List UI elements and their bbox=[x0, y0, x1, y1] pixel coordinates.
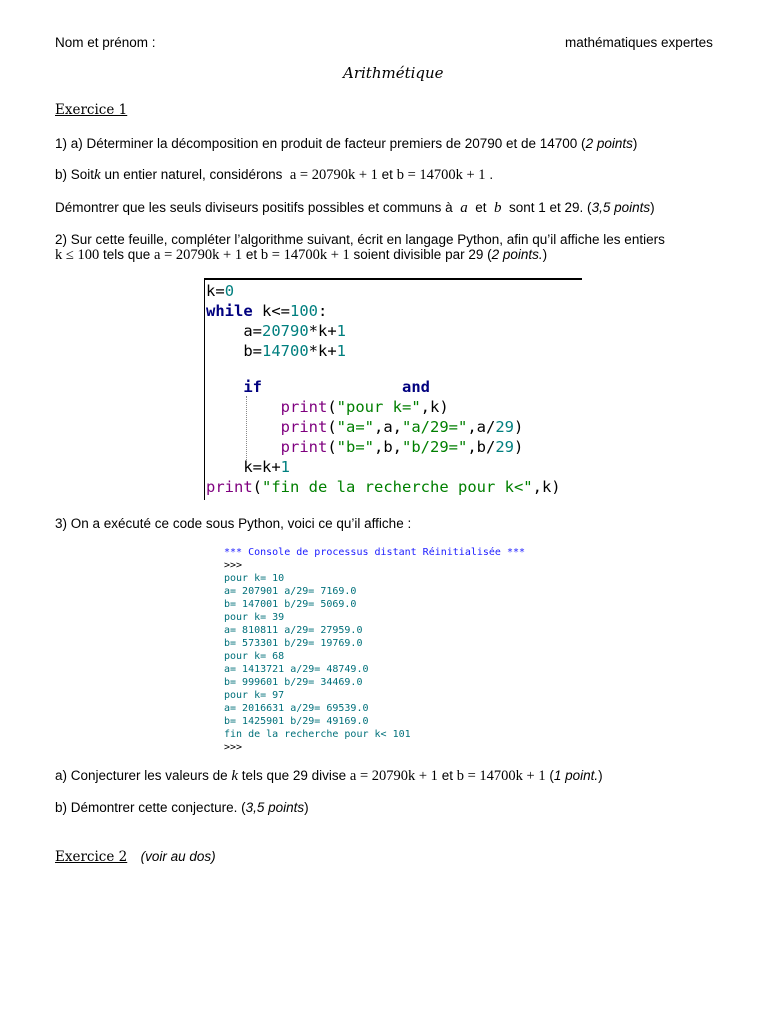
question-2-end: soient divisible par 29 ( bbox=[353, 247, 492, 262]
question-1b2-a: a bbox=[460, 200, 468, 216]
question-2-close: ) bbox=[542, 247, 548, 262]
exercise2 bbox=[55, 848, 216, 866]
exercise1-heading: Exercice 1 bbox=[55, 102, 128, 118]
question-2-b: b = 14700k + 1 bbox=[260, 247, 350, 263]
question-2-line1: 2) Sur cette feuille, compléter l’algorithme suivant, écrit en langage Python, afin qu’il affiche les entiers bbox=[55, 232, 665, 247]
code-left-border bbox=[204, 278, 205, 500]
code-line-print-pour: print("pour k=",k) bbox=[280, 398, 449, 416]
question-1b2-b: b bbox=[493, 200, 502, 216]
question-2-k: k ≤ 100 bbox=[55, 247, 100, 263]
question-3a-et: et bbox=[441, 768, 453, 783]
question-2-line2 bbox=[55, 247, 547, 264]
code-line-print-b: print("b=",b,"b/29=",b/29) bbox=[280, 438, 524, 456]
code-line-1: k=0 bbox=[206, 282, 235, 300]
question-1b2-et: et bbox=[475, 200, 487, 215]
question-3a bbox=[55, 768, 603, 785]
code-top-border bbox=[204, 278, 582, 280]
question-3a-points: 1 point. bbox=[553, 768, 599, 783]
question-1a-text: 1) a) Déterminer la décomposition en produit de facteur premiers de 20790 et de 14700 ( bbox=[55, 136, 586, 151]
question-3b-points: 3,5 points bbox=[245, 800, 305, 815]
console-line: b= 999601 b/29= 34469.0 bbox=[224, 677, 363, 688]
exercise2-heading: Exercice 2 bbox=[55, 849, 128, 865]
console-line: a= 2016631 a/29= 69539.0 bbox=[224, 703, 369, 714]
name-label: Nom et prénom : bbox=[55, 35, 156, 50]
code-line-2: while k<=100: bbox=[206, 302, 328, 320]
question-3a-a: a = 20790k + 1 bbox=[349, 768, 438, 784]
console-line: a= 1413721 a/29= 48749.0 bbox=[224, 664, 369, 675]
question-3b-text: b) Démontrer cette conjecture. ( bbox=[55, 800, 246, 815]
exercise2-note: (voir au dos) bbox=[140, 849, 216, 864]
question-1b-var: k bbox=[94, 167, 101, 183]
question-3a-mid: tels que 29 divise bbox=[241, 768, 347, 783]
code-line-print-a: print("a=",a,"a/29=",a/29) bbox=[280, 418, 524, 436]
page-title: Arithmétique bbox=[343, 64, 444, 82]
code-line-increment: k=k+1 bbox=[206, 458, 290, 476]
question-1b bbox=[55, 167, 493, 184]
question-3a-b: b = 14700k + 1 bbox=[456, 768, 546, 784]
code-line-4: b=14700*k+1 bbox=[206, 342, 347, 360]
console-header: *** Console de processus distant Réinitialisée *** bbox=[224, 547, 526, 558]
console-line: fin de la recherche pour k< 101 bbox=[224, 729, 411, 740]
question-3a-prefix: a) Conjecturer les valeurs de bbox=[55, 768, 228, 783]
console-line: a= 207901 a/29= 7169.0 bbox=[224, 586, 357, 597]
question-1b2-close: ) bbox=[650, 200, 655, 215]
question-1b-end: . bbox=[489, 167, 494, 182]
question-2-et: et bbox=[245, 247, 258, 262]
question-3b bbox=[55, 800, 309, 815]
subject-label: mathématiques expertes bbox=[565, 35, 713, 50]
python-code-block bbox=[204, 278, 582, 500]
question-2-points: 2 points. bbox=[491, 247, 543, 262]
console-line: a= 810811 a/29= 27959.0 bbox=[224, 625, 363, 636]
question-2-a: a = 20790k + 1 bbox=[154, 247, 243, 263]
question-3b-close: ) bbox=[304, 800, 309, 815]
question-1b-2 bbox=[55, 200, 655, 217]
question-3-intro: 3) On a exécuté ce code sous Python, voici ce qu’il affiche : bbox=[55, 516, 412, 531]
console-line: pour k= 10 bbox=[224, 573, 285, 584]
console-line: b= 573301 b/29= 19769.0 bbox=[224, 638, 363, 649]
question-1b-prefix: b) Soit bbox=[55, 167, 95, 182]
question-1b2-points: 3,5 points bbox=[591, 200, 651, 215]
question-1a-close: ) bbox=[632, 136, 638, 151]
code-line-if: if and bbox=[243, 378, 430, 396]
console-line: b= 147001 b/29= 5069.0 bbox=[224, 599, 357, 610]
question-1a bbox=[55, 136, 637, 151]
question-1a-points: 2 points bbox=[585, 136, 633, 151]
question-3a-close: ) bbox=[598, 768, 603, 783]
console-line: >>> bbox=[224, 560, 243, 571]
question-3a-open: ( bbox=[549, 768, 554, 783]
console-line: pour k= 39 bbox=[224, 612, 285, 623]
console-line: pour k= 68 bbox=[224, 651, 285, 662]
console-line: pour k= 97 bbox=[224, 690, 285, 701]
question-1b2-end: sont 1 et 29. ( bbox=[509, 200, 592, 215]
question-1b-b: b = 14700k + 1 bbox=[396, 167, 486, 183]
code-line-print-fin: print("fin de la recherche pour k<",k) bbox=[206, 478, 561, 496]
code-line-3: a=20790*k+1 bbox=[206, 322, 347, 340]
console-line: >>> bbox=[224, 742, 243, 753]
question-1b2-text: Démontrer que les seuls diviseurs positifs possibles et communs à bbox=[55, 200, 453, 215]
question-1b-a: a = 20790k + 1 bbox=[289, 167, 378, 183]
question-3a-k: k bbox=[231, 768, 239, 784]
console-line: b= 1425901 b/29= 49169.0 bbox=[224, 716, 369, 727]
question-1b-mid: un entier naturel, considérons bbox=[104, 167, 283, 182]
question-1b-et: et bbox=[381, 167, 393, 182]
question-2-tels: tels que bbox=[102, 247, 151, 262]
